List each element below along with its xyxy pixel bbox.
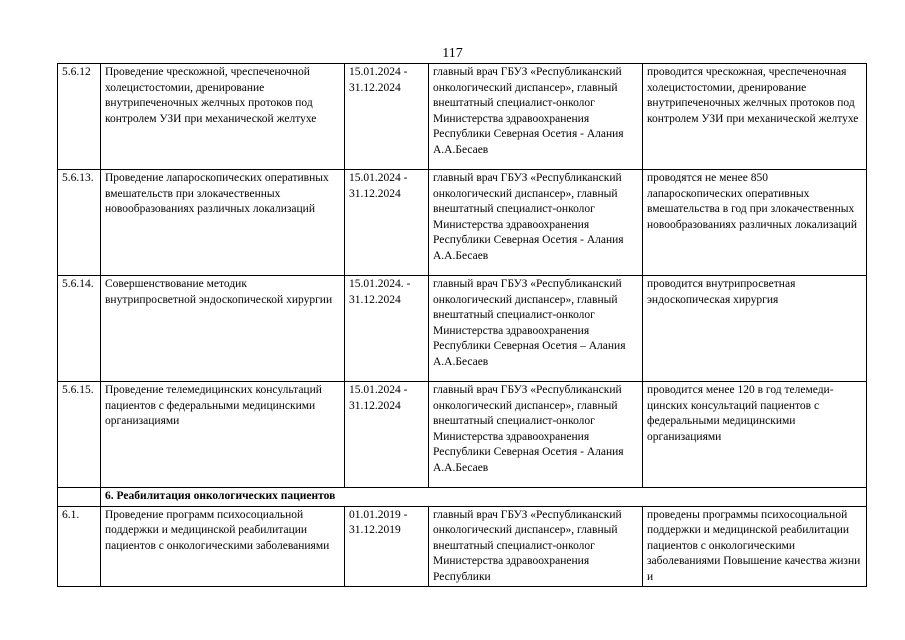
period-cell: 15.01.2024 - 31.12.2024 [345, 382, 429, 488]
row-number: 5.6.15. [58, 382, 101, 488]
period-cell: 15.01.2024 - 31.12.2024 [345, 64, 429, 170]
responsible-cell: главный врач ГБУЗ «Республиканский онкологический диспансер», главный внештатный специалист-онколог Министерства здравоохранения Республики Северная Осетия – Алания А.А.Бесаев [429, 276, 643, 382]
period-cell: 15.01.2024. - 31.12.2024 [345, 276, 429, 382]
table-row [58, 64, 867, 170]
table-row [58, 170, 867, 276]
result-cell: проводится внутрипросветная эндоскопическая хирургия [643, 276, 867, 382]
activity-cell: Совершенствование методик внутрипросветной эндоскопической хирургии [101, 276, 345, 382]
activity-cell: Проведение телемедицинских консультаций пациентов с федеральными медицинскими организациями [101, 382, 345, 488]
result-cell: проводится чрескожная, чреспеченочная холецистостомии, дренирование внутрипеченочных желчных протоков под контролем УЗИ при механической желтухе [643, 64, 867, 170]
page-number: 117 [442, 46, 463, 61]
period-cell: 01.01.2019 - 31.12.2019 [345, 506, 429, 587]
activity-cell: Проведение программ психосоциальной поддержки и медицинской реабилитации пациентов с онкологическими заболеваниями [101, 506, 345, 587]
plan-table [57, 63, 867, 587]
result-cell: проводятся не менее 850 лапароскопических оперативных вмешательства в год при злокачественных новообразованиях различных локализаций [643, 170, 867, 276]
section-row [58, 488, 867, 507]
row-number: 5.6.12 [58, 64, 101, 170]
period-cell: 15.01.2024 - 31.12.2024 [345, 170, 429, 276]
table-row [58, 382, 867, 488]
activity-cell: Проведение чрескожной, чреспеченочной холецистостомии, дренирование внутрипеченочных желчных протоков под контролем УЗИ при механической желтухе [101, 64, 345, 170]
table-row [58, 506, 867, 587]
table-row [58, 276, 867, 382]
row-number: 6.1. [58, 506, 101, 587]
section-number-cell [58, 488, 101, 507]
responsible-cell: главный врач ГБУЗ «Республиканский онкологический диспансер», главный внештатный специалист-онколог Министерства здравоохранения Республики Северная Осетия - Алания А.А.Бесаев [429, 170, 643, 276]
section-heading: 6. Реабилитация онкологических пациентов [101, 488, 867, 507]
activity-cell: Проведение лапароскопических оперативных вмешательств при злокачественных новообразованиях различных локализаций [101, 170, 345, 276]
row-number: 5.6.13. [58, 170, 101, 276]
responsible-cell: главный врач ГБУЗ «Республиканский онкологический диспансер», главный внештатный специалист-онколог Министерства здравоохранения Республики Северная Осетия - Алания А.А.Бесаев [429, 64, 643, 170]
result-cell: проведены программы психосоциальной поддержки и медицинской реабилитации пациентов с онкологическими заболеваниями Повышение качества жизни и [643, 506, 867, 587]
row-number: 5.6.14. [58, 276, 101, 382]
result-cell: проводится менее 120 в год телемеди-цинских консультаций пациентов с федеральными медицинскими организациями [643, 382, 867, 488]
responsible-cell: главный врач ГБУЗ «Республиканский онкологический диспансер», главный внештатный специалист-онколог Министерства здравоохранения Республики [429, 506, 643, 587]
responsible-cell: главный врач ГБУЗ «Республиканский онкологический диспансер», главный внештатный специалист-онколог Министерства здравоохранения Республики Северная Осетия - Алания А.А.Бесаев [429, 382, 643, 488]
